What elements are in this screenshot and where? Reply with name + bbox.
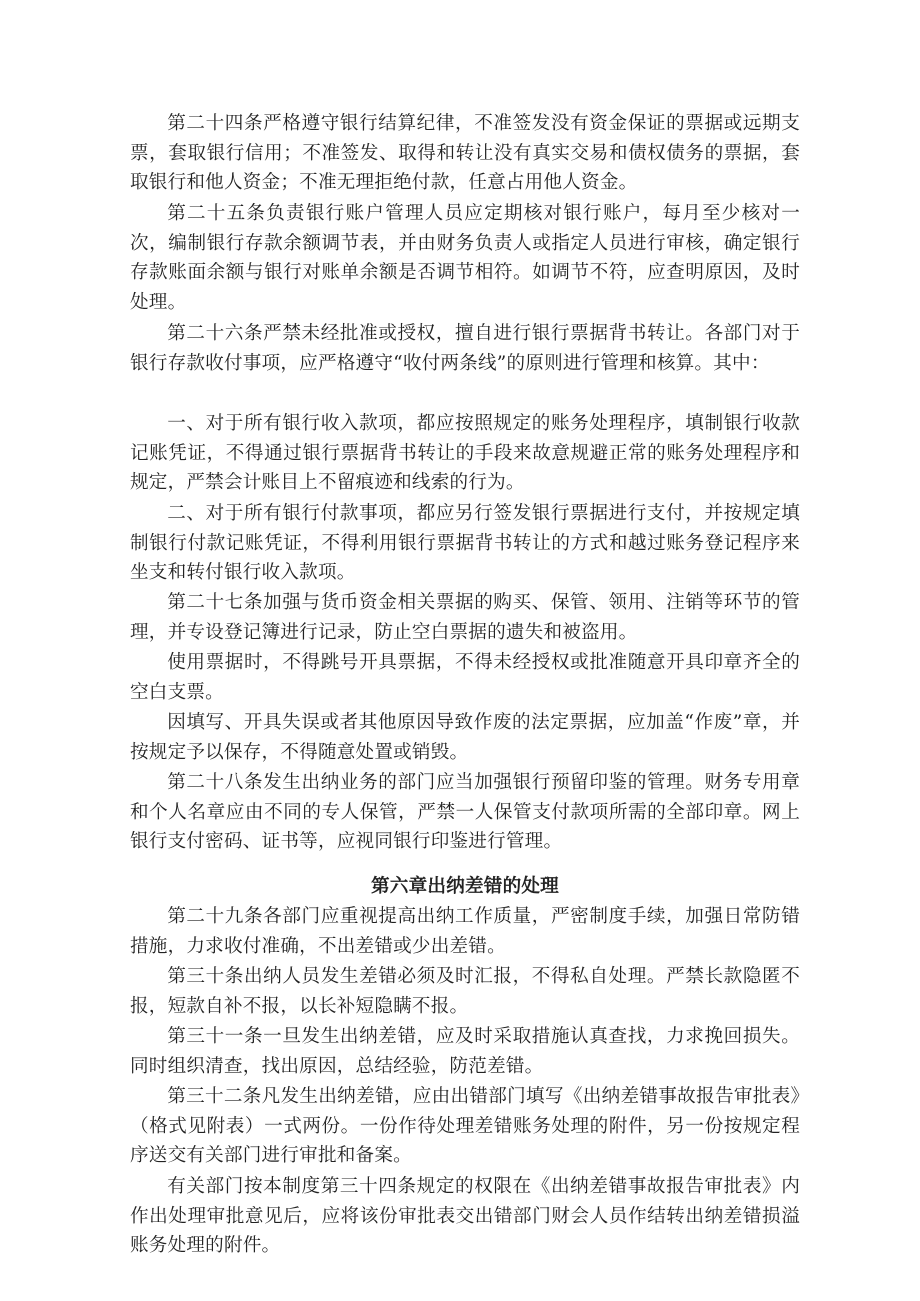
article-27-usage-paragraph: 使用票据时，不得跳号开具票据，不得未经授权或批准随意开具印章齐全的空白支票。 — [130, 652, 800, 703]
article-29-paragraph: 第二十九条各部门应重视提高出纳工作质量，严密制度手续，加强日常防错措施，力求收付准确，不出差错或少出差错。 — [130, 906, 800, 957]
article-30-paragraph: 第三十条出纳人员发生差错必须及时汇报，不得私自处理。严禁长款隐匿不报，短款自补不报，以长补短隐瞒不报。 — [130, 966, 800, 1017]
article-24-paragraph: 第二十四条严格遵守银行结算纪律，不准签发没有资金保证的票据或远期支票，套取银行信用；不准签发、取得和转让没有真实交易和债权债务的票据，套取银行和他人资金；不准无理拒绝付款，任意占用他人资金。 — [130, 113, 800, 193]
article-27-void-paragraph: 因填写、开具失误或者其他原因导致作废的法定票据，应加盖“作废”章，并按规定予以保存，不得随意处置或销毁。 — [130, 712, 800, 763]
article-28-paragraph: 第二十八条发生出纳业务的部门应当加强银行预留印鉴的管理。财务专用章和个人名章应由不同的专人保管，严禁一人保管支付款项所需的全部印章。网上银行支付密码、证书等，应视同银行印鉴进行管理。 — [130, 772, 800, 852]
article-25-paragraph: 第二十五条负责银行账户管理人员应定期核对银行账户，每月至少核对一次，编制银行存款余额调节表，并由财务负责人或指定人员进行审核，确定银行存款账面余额与银行对账单余额是否调节相符。如调节不符，应查明原因，及时处理。 — [130, 203, 800, 313]
article-32-paragraph: 第三十二条凡发生出纳差错，应由出错部门填写《出纳差错事故报告审批表》（格式见附表）一式两份。一份作待处理差错账务处理的附件，另一份按规定程序送交有关部门进行审批和备案。 — [130, 1086, 800, 1166]
chapter-6-title: 第六章出纳差错的处理 — [371, 876, 559, 897]
article-26-item-2-paragraph: 二、对于所有银行付款事项，都应另行签发银行票据进行支付，并按规定填制银行付款记账凭证，不得利用银行票据背书转让的方式和越过账务登记程序来坐支和转付银行收入款项。 — [130, 503, 800, 583]
article-32-approval-paragraph: 有关部门按本制度第三十四条规定的权限在《出纳差错事故报告审批表》内作出处理审批意见后，应将该份审批表交出错部门财会人员作结转出纳差错损溢账务处理的附件。 — [130, 1176, 800, 1256]
article-31-paragraph: 第三十一条一旦发生出纳差错，应及时采取措施认真查找，力求挽回损失。同时组织清查，找出原因，总结经验，防范差错。 — [130, 1026, 800, 1077]
article-26-paragraph: 第二十六条严禁未经批准或授权，擅自进行银行票据背书转让。各部门对于银行存款收付事项，应严格遵守“收付两条线”的原则进行管理和核算。其中： — [130, 323, 800, 374]
article-26-item-1-paragraph: 一、对于所有银行收入款项，都应按照规定的账务处理程序，填制银行收款记账凭证，不得通过银行票据背书转让的手段来故意规避正常的账务处理程序和规定，严禁会计账目上不留痕迹和线索的行为。 — [130, 413, 800, 493]
article-27-paragraph: 第二十七条加强与货币资金相关票据的购买、保管、领用、注销等环节的管理，并专设登记簿进行记录，防止空白票据的遗失和被盗用。 — [130, 592, 800, 643]
